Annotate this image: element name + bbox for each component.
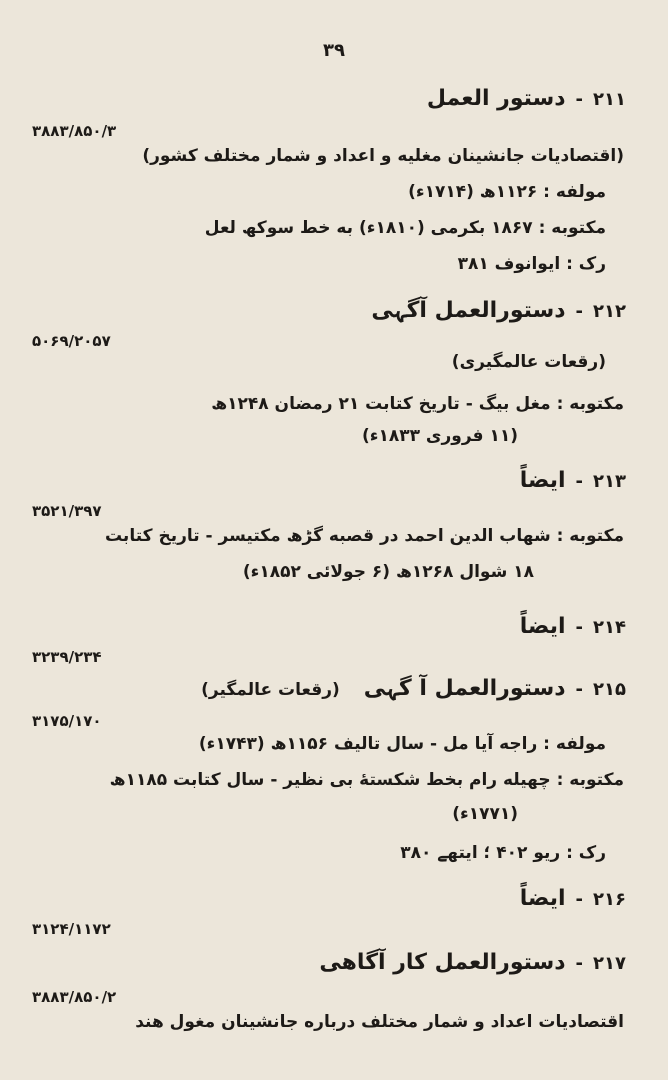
entry-215-heading bbox=[201, 676, 626, 701]
entry-title: دستور العمل bbox=[426, 86, 566, 111]
entry-214-heading bbox=[520, 614, 626, 639]
entry-line: (۱۷۷۱ء) bbox=[452, 804, 518, 824]
entry-211-heading bbox=[427, 86, 626, 111]
entry-title: دستورالعمل آ گہی bbox=[363, 676, 566, 701]
entry-title: ایضاً bbox=[519, 614, 566, 639]
entry-line: مولفه : راجه آیا مل - سال تالیف ۱۱۵۶ھ (۱۷۴۳ء) bbox=[198, 734, 606, 754]
entry-line: رک : ریو ۴۰۲ ؛ ایتھے ۳۸۰ bbox=[400, 843, 606, 863]
entry-dash: - bbox=[575, 617, 584, 638]
entry-213-heading bbox=[520, 468, 626, 493]
entry-line: (اقتصادیات جانشینان مغلیه و اعداد و شمار مختلف کشور) bbox=[142, 146, 624, 166]
shelf-number: ۳۸۸۳/۸۵۰/۲ bbox=[32, 988, 117, 1006]
entry-line: ۱۸ شوال ۱۲۶۸ھ (۶ جولائی ۱۸۵۲ء) bbox=[242, 562, 534, 582]
entry-217-heading bbox=[319, 950, 626, 975]
entry-line: مولفه : ۱۱۲۶ھ (۱۷۱۴ء) bbox=[408, 182, 606, 202]
entry-line: مکتوبه : شهاب الدین احمد در قصبه گڑھ مکتیسر - تاریخ کتابت bbox=[104, 526, 624, 546]
entry-dash: - bbox=[575, 89, 584, 110]
entry-number: ۲۱۴ bbox=[593, 617, 626, 638]
entry-212-heading bbox=[371, 298, 626, 323]
entry-title: ایضاً bbox=[519, 886, 566, 911]
entry-number: ۲۱۵ bbox=[593, 679, 626, 700]
entry-216-heading bbox=[520, 886, 626, 911]
entry-line: اقتصادیات اعداد و شمار مختلف درباره جانشینان مغول هند bbox=[135, 1012, 624, 1032]
shelf-number: ۳۱۲۴/۱۱۷۲ bbox=[32, 920, 111, 938]
entry-title: دستورالعمل کار آگاهی bbox=[319, 950, 566, 975]
entry-number: ۲۱۷ bbox=[593, 953, 626, 974]
entry-note: (رقعات عالمگیر) bbox=[201, 680, 340, 700]
entry-title: ایضاً bbox=[519, 468, 566, 493]
entry-line: رک : ایوانوف ۳۸۱ bbox=[457, 254, 606, 274]
entry-dash: - bbox=[575, 953, 584, 974]
entry-dash: - bbox=[575, 889, 584, 910]
shelf-number: ۳۸۸۳/۸۵۰/۳ bbox=[32, 122, 117, 140]
entry-line: مکتوبه : ۱۸۶۷ بکرمی (۱۸۱۰ء) به خط سوکھ لعل bbox=[204, 218, 606, 238]
entry-line: مکتوبه : چهیله رام بخط شکسته‌ٔ بی نظیر - سال کتابت ۱۱۸۵ھ bbox=[109, 770, 624, 790]
shelf-number: ۵۰۶۹/۲۰۵۷ bbox=[32, 332, 111, 350]
entry-dash: - bbox=[575, 471, 584, 492]
page-number: ۳۹ bbox=[323, 40, 345, 61]
entry-dash: - bbox=[575, 301, 584, 322]
entry-line: (رقعات عالمگیری) bbox=[451, 352, 606, 372]
entry-title: دستورالعمل آگہی bbox=[371, 298, 566, 323]
entry-line: (۱۱ فروری ۱۸۳۳ء) bbox=[361, 426, 518, 446]
entry-number: ۲۱۲ bbox=[593, 301, 626, 322]
entry-line: مکتوبه : مغل بیگ - تاریخ کتابت ۲۱ رمضان ۱۲۴۸ھ bbox=[211, 394, 624, 414]
shelf-number: ۳۵۲۱/۳۹۷ bbox=[32, 502, 102, 520]
entry-dash: - bbox=[575, 679, 584, 700]
shelf-number: ۳۱۷۵/۱۷۰ bbox=[32, 712, 102, 730]
entry-number: ۲۱۱ bbox=[593, 89, 626, 110]
entry-number: ۲۱۳ bbox=[593, 471, 626, 492]
shelf-number: ۳۲۳۹/۲۳۴ bbox=[32, 648, 102, 666]
entry-number: ۲۱۶ bbox=[593, 889, 626, 910]
